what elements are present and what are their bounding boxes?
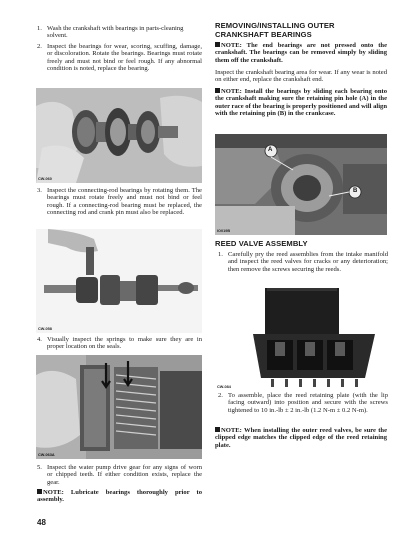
note-bullet-icon [37, 489, 42, 494]
step-text: To assemble, place the reed retaining plate (with the lip facing outward) into position and secure with the screws tightened to 10 in.-lb ± 2 in.-lb (1.2 N-m ± 0.2 N-m). [228, 392, 388, 414]
step-1 [37, 25, 202, 40]
step-number: 1. [218, 251, 223, 258]
end-bearings-note [215, 42, 387, 64]
step-number: 4. [37, 336, 42, 343]
note-text: NOTE: Lubricate bearings thoroughly prior to assembly. [37, 489, 202, 504]
connecting-rod-photo [36, 229, 202, 333]
crankshaft-bearings-photo [36, 88, 202, 183]
section-heading-reed-valve: REED VALVE ASSEMBLY [215, 239, 308, 248]
step-number: 2. [37, 43, 42, 50]
step-2 [37, 43, 202, 73]
step-4 [37, 336, 202, 351]
step-text: Inspect the bearings for wear, scoring, scuffing, damage, or discoloration. Rotate the bearings. Bearings must rotate freely and must not bind or feel rough. If any abnormal condition is noted, replace the bearing. [47, 43, 202, 73]
step-3 [37, 187, 202, 217]
note-text: NOTE: When installing the outer reed valves, be sure the clipped edge matches the clipped edge of the reed retaining plate. [215, 427, 387, 449]
section-heading-outer-bearings: REMOVING/INSTALLING OUTER CRANKSHAFT BEARINGS [215, 21, 335, 39]
photo-caption: CW-063A [38, 453, 55, 457]
step-5 [37, 464, 202, 486]
reed-step-1 [218, 251, 388, 273]
seal-springs-photo [36, 355, 202, 459]
lubricate-note [37, 489, 202, 504]
step-number: 3. [37, 187, 42, 194]
install-bearings-note [215, 88, 387, 118]
callout-label-b: B [353, 188, 358, 194]
note-text: NOTE: The end bearings are not pressed onto the crankshaft. The bearings can be removed simply by sliding them off the crankshaft. [215, 42, 387, 64]
crankcase-bearing-photo [215, 134, 387, 235]
step-number: 2. [218, 392, 223, 399]
page-number: 48 [37, 518, 46, 527]
step-text: Inspect the connecting-rod bearings by rotating them. The bearings must rotate freely and must not bind or feel rough. If a connecting-rod bearing must be replaced, the connecting rod and crank pin must also be replaced. [47, 187, 202, 217]
step-text: Carefully pry the reed assemblies from the intake manifold and inspect the reed valves for cracks or any deterioration; then remove the screws securing the reeds. [228, 251, 388, 273]
note-bullet-icon [215, 88, 220, 93]
step-text: Wash the crankshaft with bearings in parts-cleaning solvent. [47, 25, 184, 40]
note-text: NOTE: Install the bearings by sliding each bearing onto the crankshaft making sure the retaining pin hole (A) in the outer race of the bearing is properly positioned and will align with the retaining pin (B) in the crankcase. [215, 88, 387, 118]
callout-label-a: A [268, 147, 273, 153]
step-number: 5. [37, 464, 42, 471]
step-text: Inspect the water pump drive gear for any signs of worn or chipped teeth. If either condition exists, replace the gear. [47, 464, 202, 486]
note-bullet-icon [215, 427, 220, 432]
step-number: 1. [37, 25, 42, 32]
photo-caption: IO019B [217, 229, 231, 233]
inspect-paragraph: Inspect the crankshaft bearing area for wear. If any wear is noted on either end, replace the crankshaft end. [215, 69, 387, 84]
step-text: Visually inspect the springs to make sure they are in proper location on the seals. [47, 336, 202, 351]
reed-step-2 [218, 392, 388, 414]
photo-caption: CW-084 [217, 385, 231, 389]
outer-reed-note [215, 427, 387, 449]
photo-caption: CW-060 [38, 177, 52, 181]
note-bullet-icon [215, 42, 220, 47]
photo-caption: CW-058 [38, 327, 52, 331]
reed-assembly-photo [215, 284, 387, 391]
